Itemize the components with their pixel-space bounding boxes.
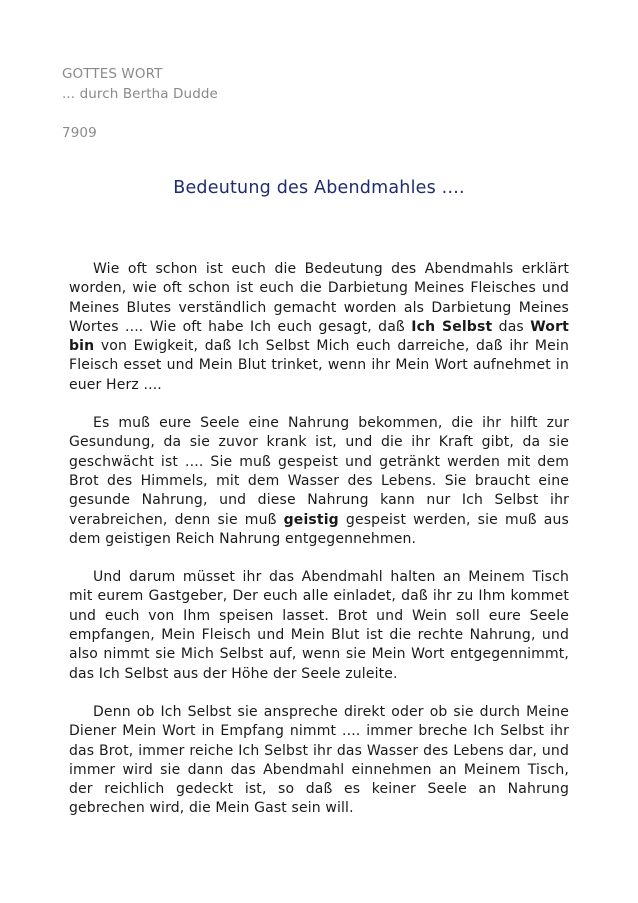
header-title: GOTTES WORT: [62, 66, 163, 82]
document-header: [62, 64, 218, 143]
header-author: ... durch Bertha Dudde: [62, 86, 218, 102]
paragraph-1: [69, 260, 569, 395]
paragraph-text: Wie oft schon ist euch die Bedeutung des Abendmahls erklärt worden, wie oft schon ist euch die Darbietung Meines Fleisches und Meines Blutes verständlich gemacht worden als Darbietung Meines Wortes .... Wie oft habe Ich euch gesagt, daß: [69, 261, 569, 335]
paragraph-text: von Ewigkeit, daß Ich Selbst Mich euch darreiche, daß ihr Mein Fleisch esset und Mein Blut trinket, wenn ihr Mein Wort aufnehmet in euer Herz ....: [69, 338, 569, 393]
bold-text: Ich Selbst: [411, 318, 493, 335]
paragraph-text: gespeist werden, sie muß aus dem geistigen Reich Nahrung entgegennehmen.: [69, 511, 569, 547]
bold-text: geistig: [283, 511, 339, 528]
paragraph-text: das: [492, 318, 531, 335]
paragraph-text: Es muß eure Seele eine Nahrung bekommen, die ihr hilft zur Gesundung, da sie zuvor krank ist, und die ihr Kraft gibt, da sie geschwächt ist .... Sie muß gespeist und getränkt werden mit dem Brot des Himmels, mit dem Wasser des Lebens. Sie braucht eine gesunde Nahrung, und diese Nahrung kann nur Ich Selbst ihr verabreichen, denn sie muß: [69, 415, 569, 528]
paragraph-4: Denn ob Ich Selbst sie anspreche direkt oder ob sie durch Meine Diener Mein Wort in Empfang nimmt .... immer breche Ich Selbst ihr das Brot, immer reiche Ich Selbst ihr das Wasser des Lebens dar, und immer wird sie dann das Abendmahl einnehmen an Meinem Tisch, der reichlich gedeckt ist, so daß es keiner Seele an Nahrung gebrechen wird, die Mein Gast sein will.: [69, 703, 569, 817]
bold-text: Wort bin: [69, 318, 569, 355]
document-body: [69, 260, 569, 838]
paragraph-2: [69, 414, 569, 549]
document-number: 7909: [62, 125, 97, 141]
page-title: Bedeutung des Abendmahles ....: [173, 178, 465, 198]
paragraph-3: Und darum müsset ihr das Abendmahl halten an Meinem Tisch mit eurem Gastgeber, Der euch alle einladet, daß ihr zu Ihm kommet und euch von Ihm speisen lasset. Brot und Wein soll eure Seele empfangen, Mein Fleisch und Mein Blut ist die rechte Nahrung, und also nimmt sie Mich Selbst auf, wenn sie Mein Wort entgegennimmt, das Ich Selbst aus der Höhe der Seele zuleite.: [69, 569, 569, 682]
